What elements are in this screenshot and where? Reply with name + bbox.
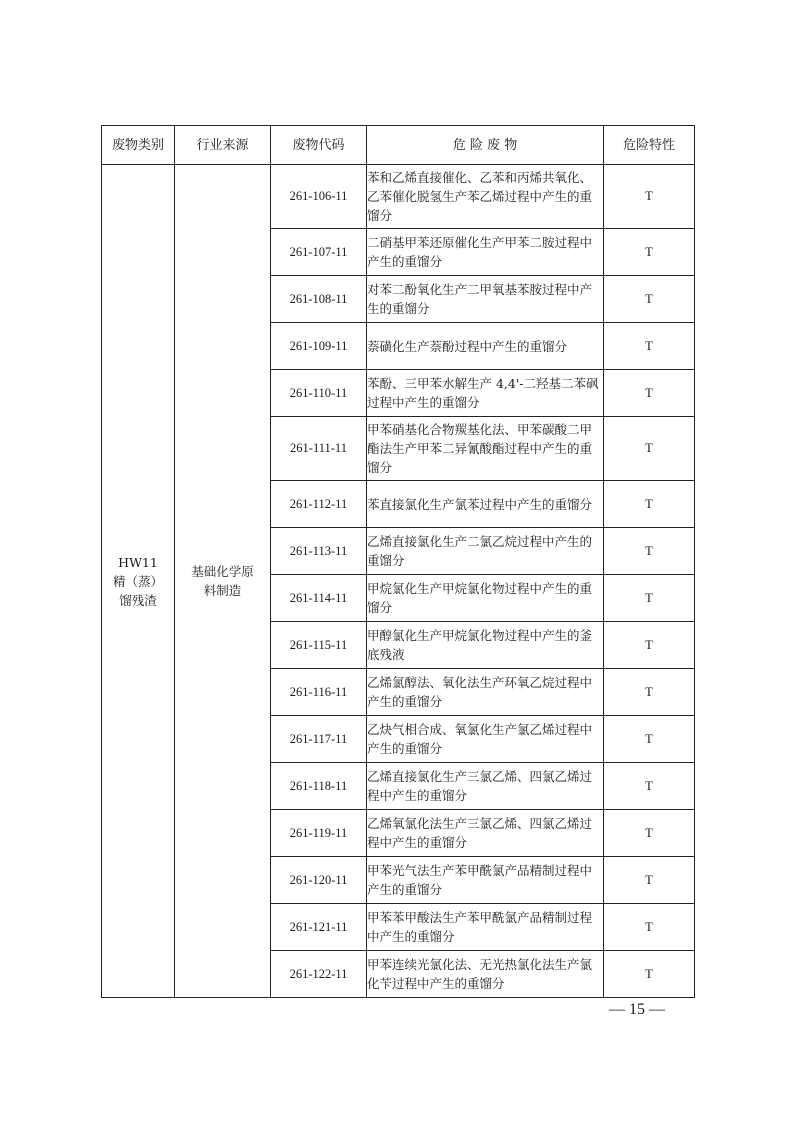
hazard-characteristic-cell: T [604, 323, 695, 370]
industry-source-cell: 基础化学原 料制造 [175, 165, 271, 998]
table-row [102, 165, 695, 229]
waste-code-cell: 261-114-11 [271, 575, 367, 622]
hazard-characteristic-cell: T [604, 857, 695, 904]
waste-description-cell: 乙烯直接氯化生产二氯乙烷过程中产生的重馏分 [367, 528, 604, 575]
waste-code-cell: 261-119-11 [271, 810, 367, 857]
hazard-characteristic-cell: T [604, 481, 695, 528]
header-industry: 行业来源 [175, 126, 271, 165]
hazard-characteristic-cell: T [604, 669, 695, 716]
waste-description-cell: 乙烯氯醇法、氧化法生产环氧乙烷过程中产生的重馏分 [367, 669, 604, 716]
waste-code-cell: 261-110-11 [271, 370, 367, 417]
waste-description-cell: 二硝基甲苯还原催化生产甲苯二胺过程中产生的重馏分 [367, 229, 604, 276]
waste-description-cell: 甲苯苯甲酸法生产苯甲酰氯产品精制过程中产生的重馏分 [367, 904, 604, 951]
waste-description-cell: 苯酚、三甲苯水解生产 4,4'-二羟基二苯砜过程中产生的重馏分 [367, 370, 604, 417]
hazard-characteristic-cell: T [604, 417, 695, 481]
hazard-characteristic-cell: T [604, 763, 695, 810]
waste-code-cell: 261-108-11 [271, 276, 367, 323]
hazardous-waste-table [101, 125, 695, 998]
waste-description-cell: 甲苯连续光氯化法、无光热氯化法生产氯化苄过程中产生的重馏分 [367, 951, 604, 998]
waste-code-cell: 261-116-11 [271, 669, 367, 716]
waste-code-cell: 261-106-11 [271, 165, 367, 229]
waste-code-cell: 261-117-11 [271, 716, 367, 763]
waste-code-cell: 261-120-11 [271, 857, 367, 904]
waste-code-cell: 261-122-11 [271, 951, 367, 998]
waste-description-cell: 甲烷氯化生产甲烷氯化物过程中产生的重馏分 [367, 575, 604, 622]
waste-description-cell: 苯和乙烯直接催化、乙苯和丙烯共氧化、乙苯催化脱氢生产苯乙烯过程中产生的重馏分 [367, 165, 604, 229]
hazard-characteristic-cell: T [604, 229, 695, 276]
waste-description-cell: 乙烯直接氯化生产三氯乙烯、四氯乙烯过程中产生的重馏分 [367, 763, 604, 810]
header-row [102, 126, 695, 165]
hazard-characteristic-cell: T [604, 716, 695, 763]
waste-code-cell: 261-111-11 [271, 417, 367, 481]
waste-description-cell: 萘磺化生产萘酚过程中产生的重馏分 [367, 323, 604, 370]
header-category: 废物类别 [102, 126, 175, 165]
waste-description-cell: 甲苯硝基化合物羰基化法、甲苯碳酸二甲酯法生产甲苯二异氰酸酯过程中产生的重馏分 [367, 417, 604, 481]
hazard-characteristic-cell: T [604, 951, 695, 998]
hazard-characteristic-cell: T [604, 276, 695, 323]
waste-code-cell: 261-115-11 [271, 622, 367, 669]
hazard-characteristic-cell: T [604, 575, 695, 622]
waste-code-cell: 261-107-11 [271, 229, 367, 276]
hazard-characteristic-cell: T [604, 904, 695, 951]
hazard-characteristic-cell: T [604, 370, 695, 417]
waste-code-cell: 261-121-11 [271, 904, 367, 951]
header-hazard: 危险特性 [604, 126, 695, 165]
waste-description-cell: 乙烯氧氯化法生产三氯乙烯、四氯乙烯过程中产生的重馏分 [367, 810, 604, 857]
waste-code-cell: 261-109-11 [271, 323, 367, 370]
waste-description-cell: 甲苯光气法生产苯甲酰氯产品精制过程中产生的重馏分 [367, 857, 604, 904]
hazard-characteristic-cell: T [604, 622, 695, 669]
waste-code-cell: 261-113-11 [271, 528, 367, 575]
waste-description-cell: 苯直接氯化生产氯苯过程中产生的重馏分 [367, 481, 604, 528]
waste-description-cell: 对苯二酚氧化生产二甲氧基苯胺过程中产生的重馏分 [367, 276, 604, 323]
hazard-characteristic-cell: T [604, 810, 695, 857]
waste-category-cell: HW11 精（蒸） 馏残渣 [102, 165, 175, 998]
waste-code-cell: 261-112-11 [271, 481, 367, 528]
header-waste: 危 险 废 物 [367, 126, 604, 165]
waste-code-cell: 261-118-11 [271, 763, 367, 810]
header-code: 废物代码 [271, 126, 367, 165]
hazard-characteristic-cell: T [604, 528, 695, 575]
waste-description-cell: 甲醇氯化生产甲烷氯化物过程中产生的釜底残液 [367, 622, 604, 669]
hazard-characteristic-cell: T [604, 165, 695, 229]
page-number: — 15 — [609, 1001, 665, 1018]
waste-description-cell: 乙炔气相合成、氧氯化生产氯乙烯过程中产生的重馏分 [367, 716, 604, 763]
